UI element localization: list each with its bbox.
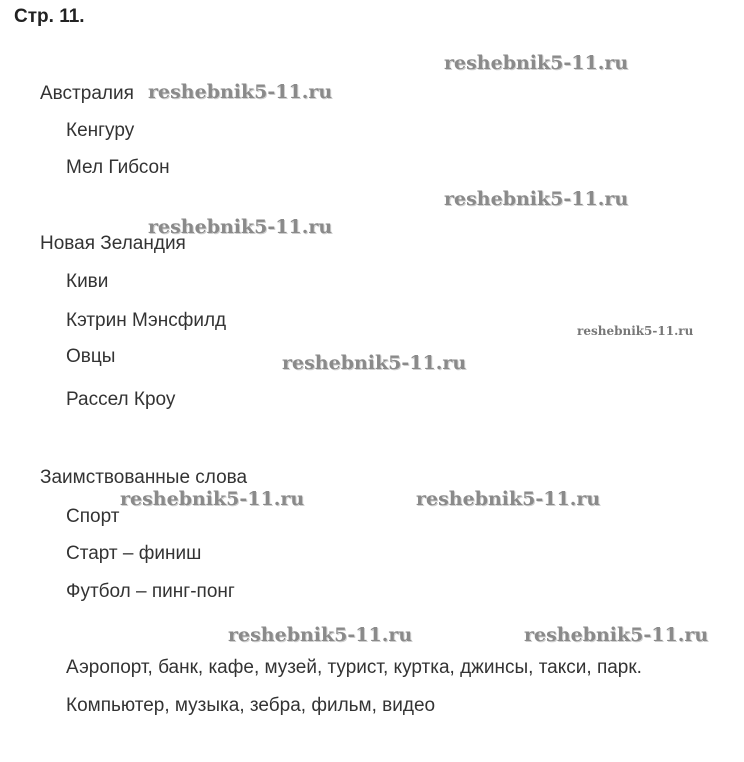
list-item: Кэтрин Мэнсфилд bbox=[66, 310, 227, 331]
list-item: Овцы bbox=[66, 346, 116, 367]
watermark: reshebnik5-11.ru bbox=[148, 216, 333, 238]
section-heading-australia: Австралия bbox=[40, 83, 134, 104]
page-title: Стр. 11. bbox=[14, 6, 85, 27]
list-item: Спорт bbox=[66, 506, 120, 527]
list-item: Кенгуру bbox=[66, 120, 135, 141]
watermark: reshebnik5-11.ru bbox=[444, 188, 629, 210]
watermark: reshebnik5-11.ru bbox=[228, 624, 413, 646]
list-item: Компьютер, музыка, зебра, фильм, видео bbox=[66, 695, 436, 716]
watermark: reshebnik5-11.ru bbox=[416, 488, 601, 510]
section-heading-new-zealand: Новая Зеландия bbox=[40, 233, 186, 254]
list-item: Старт – финиш bbox=[66, 543, 202, 564]
section-heading-borrowed-words: Заимствованные слова bbox=[40, 467, 248, 488]
watermark: reshebnik5-11.ru bbox=[577, 324, 694, 338]
list-item: Футбол – пинг-понг bbox=[66, 581, 235, 602]
list-item: Рассел Кроу bbox=[66, 389, 176, 410]
watermark: reshebnik5-11.ru bbox=[148, 81, 333, 103]
watermark: reshebnik5-11.ru bbox=[120, 488, 305, 510]
watermark: reshebnik5-11.ru bbox=[282, 352, 467, 374]
list-item: Аэропорт, банк, кафе, музей, турист, куртка, джинсы, такси, парк. bbox=[66, 657, 642, 678]
watermark: reshebnik5-11.ru bbox=[444, 52, 629, 74]
watermark: reshebnik5-11.ru bbox=[524, 624, 709, 646]
list-item: Мел Гибсон bbox=[66, 157, 170, 178]
list-item: Киви bbox=[66, 271, 109, 292]
